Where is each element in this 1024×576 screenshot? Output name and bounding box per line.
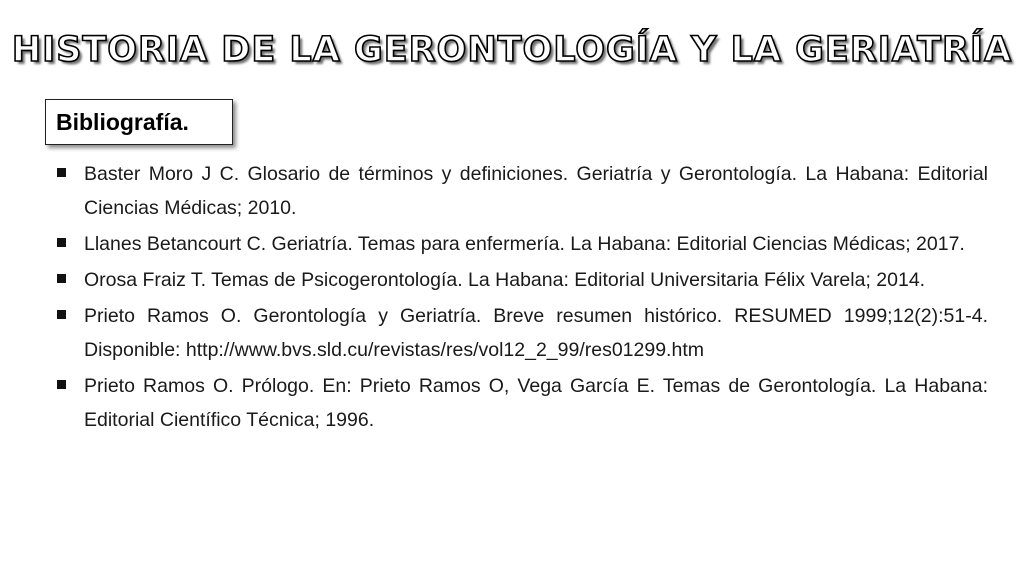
bibliography-item-text: Prieto Ramos O. Gerontología y Geriatría. Breve resumen histórico. RESUMED 1999;12(2):51-4. Disponible: http://www.bvs.sld.cu/revistas/res/vol12_2_99/res01299.htm [84, 305, 988, 361]
square-bullet-icon [57, 168, 66, 177]
slide-title: HISTORIA DE LA GERONTOLOGÍA Y LA GERIATRÍA [11, 30, 1013, 70]
section-label-box [45, 99, 233, 145]
square-bullet-icon [57, 274, 66, 283]
section-label: Bibliografía. [56, 108, 189, 135]
bibliography-item [52, 227, 988, 261]
bibliography-item [52, 263, 988, 297]
bibliography-item [52, 157, 988, 225]
square-bullet-icon [57, 238, 66, 247]
bibliography-item [52, 299, 988, 367]
bibliography-item-text: Orosa Fraiz T. Temas de Psicogerontología. La Habana: Editorial Universitaria Félix Varela; 2014. [84, 269, 926, 291]
square-bullet-icon [57, 310, 66, 319]
bibliography-list [52, 157, 988, 439]
bibliography-item-text: Prieto Ramos O. Prólogo. En: Prieto Ramos O, Vega García E. Temas de Gerontología. La Habana: Editorial Científico Técnica; 1996. [84, 375, 988, 431]
bibliography-item-text: Baster Moro J C. Glosario de términos y definiciones. Geriatría y Gerontología. La Habana: Editorial Ciencias Médicas; 2010. [84, 163, 988, 219]
bibliography-item-text: Llanes Betancourt C. Geriatría. Temas para enfermería. La Habana: Editorial Ciencias Médicas; 2017. [84, 233, 965, 255]
square-bullet-icon [57, 380, 66, 389]
bibliography-item [52, 369, 988, 437]
